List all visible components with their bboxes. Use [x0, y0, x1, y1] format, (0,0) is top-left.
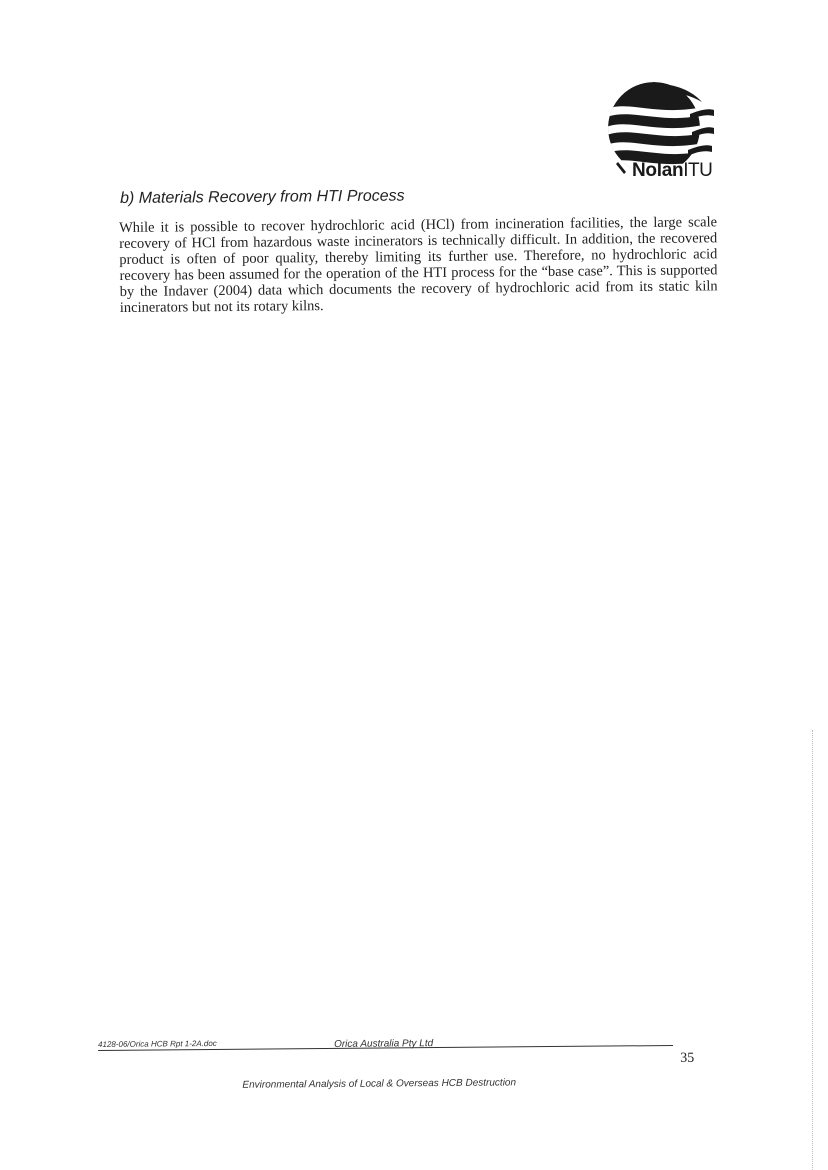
scan-edge-artifact [812, 730, 813, 1170]
footer-file-reference: 4128-06/Orica HCB Rpt 1-2A.doc [98, 1038, 217, 1049]
footer-document-title: Environmental Analysis of Local & Overseas HCB Destruction [242, 1077, 517, 1091]
section-heading: b) Materials Recovery from HTI Process [120, 187, 405, 207]
logo-wordmark [632, 160, 712, 182]
footer-company: Orica Australia Pty Ltd [333, 1038, 434, 1050]
company-logo [604, 80, 724, 186]
logo-name-bold: Nolan [632, 160, 684, 181]
logo-name-light: ITU [683, 160, 713, 181]
section-paragraph: While it is possible to recover hydrochloric acid (HCl) from incineration facilities, the large scale recovery of HCl from hazardous waste incinerators is technically difficult. In addition, the recovered product is often of poor quality, thereby limiting its further use. Therefore, no hydrochloric acid recovery has been assumed for the operation of the HTI process for the “base case”. This is supported by the Indaver (2004) data which documents the recovery of hydrochloric acid from its static kiln incinerators but not its rotary kilns. [119, 214, 718, 316]
page-number: 35 [680, 1050, 695, 1066]
page-footer [98, 1035, 699, 1100]
